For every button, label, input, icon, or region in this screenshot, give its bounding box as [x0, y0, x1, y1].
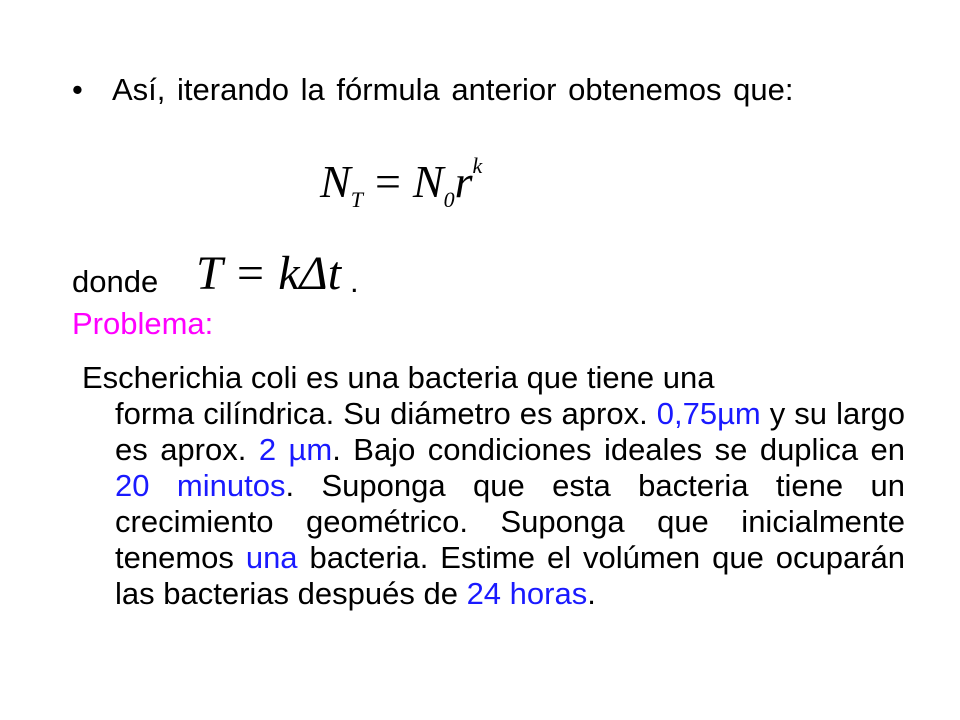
bullet-text: Así, iterando la fórmula anterior obtenemos que:: [112, 72, 794, 107]
formula-lhs-base: N: [320, 156, 351, 207]
problem-seg-5: bacteria. Estime el volúmen que ocuparán las bacterias después de: [115, 540, 906, 611]
formula-rhs-r: r: [454, 156, 473, 207]
problem-text: [115, 396, 905, 612]
initial-count-value: una: [245, 540, 298, 575]
problem-seg-4: . Suponga que esta bacteria tiene un crecimiento geométrico. Suponga que inicialmente tenemos: [115, 468, 906, 575]
donde-label: donde: [72, 264, 159, 299]
formula-lhs-sub: T: [350, 187, 363, 212]
formula-rhs-base: N: [412, 156, 444, 207]
bullet-marker: •: [72, 72, 83, 107]
formula-rhs-exp: k: [472, 153, 483, 178]
formula-time: T = kΔt: [196, 247, 342, 300]
problem-seg-1: forma cilíndrica. Su diámetro es aprox.: [115, 396, 657, 431]
diameter-value: 0,75µm: [656, 396, 761, 431]
length-value: 2 µm: [258, 432, 333, 467]
problem-first-line: Escherichia coli es una bacteria que tiene una: [82, 360, 715, 395]
formula-equals: =: [374, 156, 401, 207]
problem-seg-2: y su largo es aprox.: [115, 396, 906, 467]
problema-title: Problema:: [72, 306, 214, 341]
doubling-time-value: 20 minutos: [115, 468, 286, 503]
donde-period: .: [350, 264, 359, 299]
formula-geometric-growth: [320, 138, 482, 228]
problem-seg-6: .: [587, 576, 596, 611]
duration-value: 24 horas: [466, 576, 588, 611]
formula-rhs-sub: 0: [443, 187, 455, 212]
problem-seg-3: . Bajo condiciones ideales se duplica en: [332, 432, 905, 467]
